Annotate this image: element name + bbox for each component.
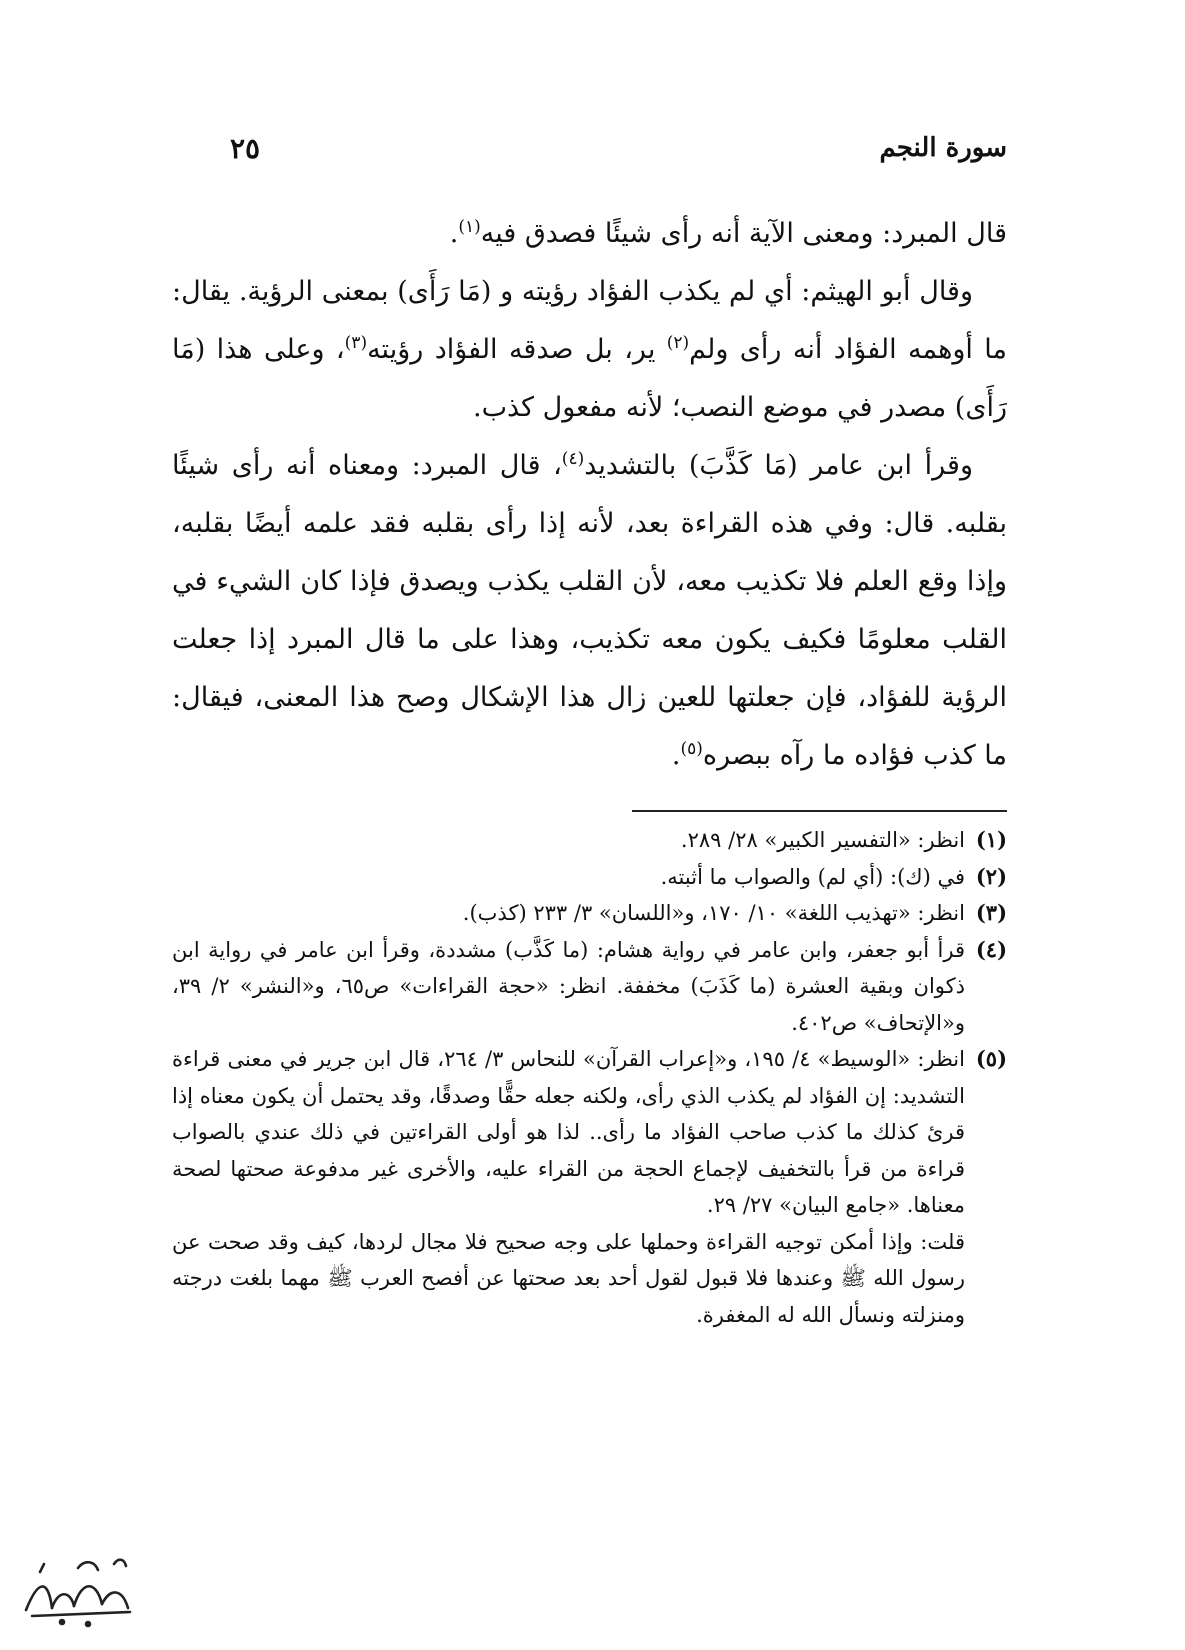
- paragraph-1-text: قال المبرد: ومعنى الآية أنه رأى شيئًا فصدق فيه: [480, 218, 1007, 249]
- footnote-number: (٣): [975, 900, 1007, 925]
- footnote-3: [172, 895, 1007, 932]
- footnote-note: قلت: وإذا أمكن توجيه القراءة وحملها على وجه صحيح فلا مجال لردها، كيف وقد صحت عن رسول الله ﷺ وعندها فلا قبول لقول أحد بعد صحتها عن أفصح العرب ﷺ مهما بلغت درجته ومنزلته ونسأل الله له المغفرة.: [172, 1229, 965, 1327]
- footnote-ref-5: (٥): [680, 739, 703, 759]
- paragraph-2-text-b: ير، بل صدقه الفؤاد رؤيته: [367, 334, 667, 365]
- footnote-number: (٤): [975, 936, 1007, 962]
- paragraph-1: [172, 205, 1007, 263]
- footnote-number: (٥): [975, 1046, 1007, 1071]
- paragraph-3-text-a: وقرأ ابن عامر (مَا كَذَّبَ) بالتشديد: [584, 450, 973, 481]
- surah-title: سورة النجم: [879, 133, 1007, 163]
- paragraph-2: [172, 263, 1007, 437]
- footnote-1: [172, 822, 1007, 859]
- footnote-divider: [632, 810, 1007, 812]
- paragraph-2-text-a: وقال أبو الهيثم: أي لم يكذب الفؤاد رؤيته و (مَا رَأَى) بمعنى الرؤية. يقال: ما أوهمه الفؤاد أنه رأى ولم: [172, 276, 1007, 365]
- calligraphy-logo-icon: [18, 1550, 138, 1632]
- footnote-text: انظر: «الوسيط» ٤/ ١٩٥، و«إعراب القرآن» للنحاس ٣/ ٢٦٤، قال ابن جرير في معنى قراءة التشديد: إن الفؤاد لم يكذب الذي رأى، ولكنه جعله حقًّا وصدقًا، وقد يحتمل أن يكون معناه إذا قرئ كذلك ما كذب صاحب الفؤاد ما رأى.. لذا هو أولى القراءتين في ذلك عندي بالصواب قراءة من قرأ بالتخفيف لإجماع الحجة من القراء عليه، والأخرى غير مدفوعة صحتها لصحة معناها. «جامع البيان» ٢٧/ ٢٩.: [172, 1047, 965, 1217]
- paragraph-2-text-c: ، وعلى هذا (مَا رَأَى) مصدر في موضع النصب؛ لأنه مفعول كذب.: [172, 334, 1007, 423]
- footnote-text: انظر: «تهذيب اللغة» ١٠/ ١٧٠، و«اللسان» ٣/ ٢٣٣ (كذب).: [462, 901, 965, 925]
- footnote-2: [172, 859, 1007, 896]
- paragraph-1-end: .: [449, 218, 459, 249]
- paragraph-3: [172, 437, 1007, 785]
- paragraph-3-text-b: ، قال المبرد: ومعناه أنه رأى شيئًا بقلبه. قال: وفي هذه القراءة بعد، لأنه إذا رأى بقلبه فقد علمه أيضًا بقلبه، وإذا وقع العلم فلا تكذيب معه، لأن القلب يكذب ويصدق فإذا كان الشيء في القلب معلومًا فكيف يكون معه تكذيب، وهذا على ما قال المبرد إذا جعلت الرؤية للفؤاد، فإن جعلتها للعين زال هذا الإشكال وصح هذا المعنى، فيقال: ما كذب فؤاده ما رآه ببصره: [172, 450, 1007, 771]
- footnote-text: قرأ أبو جعفر، وابن عامر في رواية هشام: (ما كَذَّب) مشددة، وقرأ ابن عامر في رواية ابن ذكوان وبقية العشرة (ما كَذَبَ) مخففة. انظر: «حجة القراءات» ص٦٥، و«النشر» ٢/ ٣٩، و«الإتحاف» ص٤٠٢.: [172, 937, 965, 1035]
- paragraph-3-end: .: [671, 740, 681, 771]
- footnote-number: (١): [975, 827, 1007, 852]
- footnotes: [172, 822, 1007, 1333]
- footnote-ref-1: (١): [458, 217, 481, 237]
- main-text: [172, 205, 1007, 785]
- page-header: [230, 128, 1007, 168]
- footnote-ref-2: (٢): [666, 333, 690, 353]
- page-number: ٢٥: [230, 131, 261, 165]
- footnote-4: [172, 932, 1007, 1042]
- footnote-number: (٢): [975, 863, 1007, 889]
- footnote-text: انظر: «التفسير الكبير» ٢٨/ ٢٨٩.: [680, 828, 965, 852]
- footnote-5: [172, 1041, 1007, 1224]
- footnote-ref-4: (٤): [561, 449, 585, 469]
- footnote-ref-3: (٣): [344, 333, 368, 353]
- footnote-text: في (ك): (أي لم) والصواب ما أثبته.: [660, 864, 965, 889]
